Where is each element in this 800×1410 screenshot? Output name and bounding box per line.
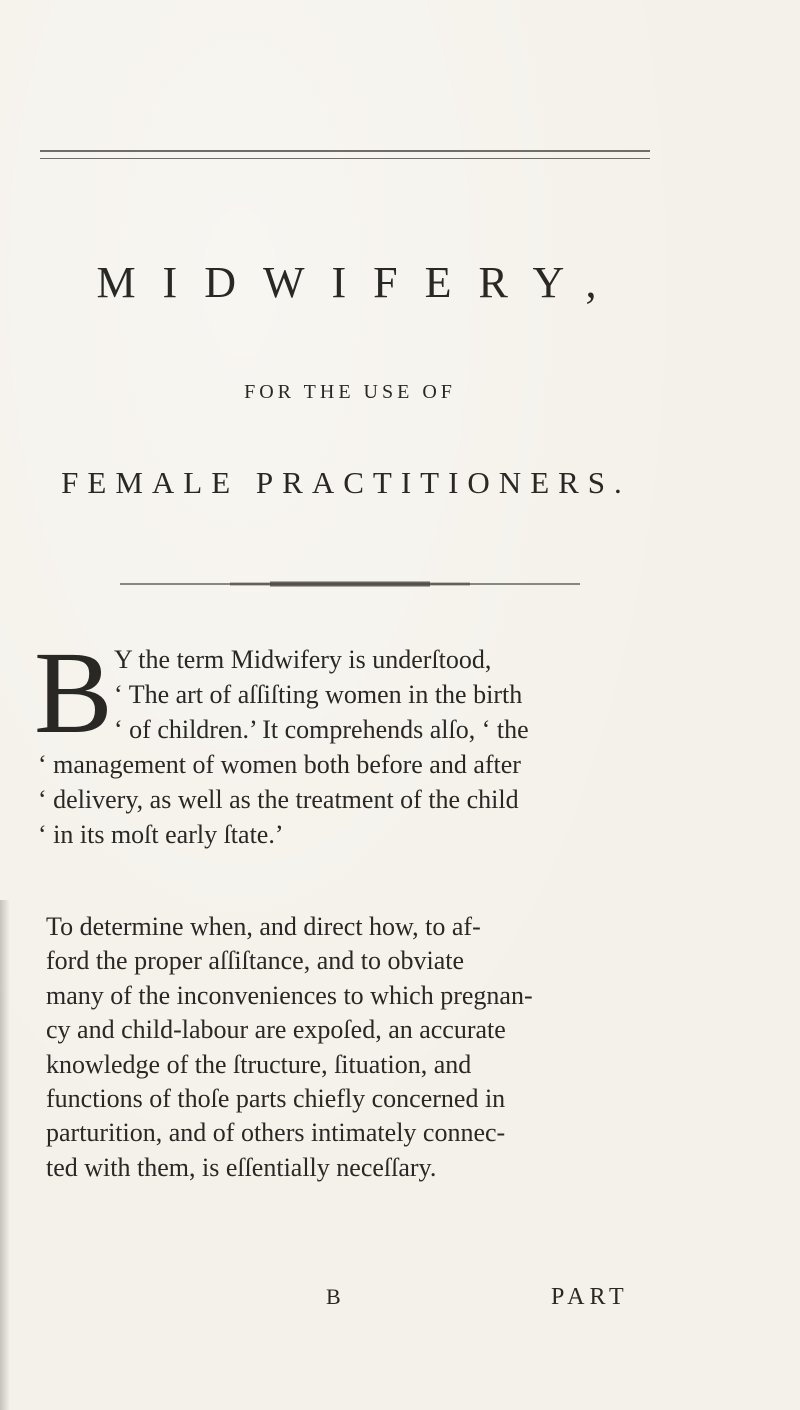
paragraph2-line: knowledge of the ſtructure, ſituation, and: [46, 1049, 472, 1079]
paragraph2-line: To determine when, and direct how, to af-: [46, 912, 481, 941]
paragraph2-line: ford the proper aſſiſtance, and to obviate: [46, 946, 465, 976]
paragraph2-line: parturition, and of others intimately connec-: [46, 1118, 506, 1148]
page-title: MIDWIFERY,: [96, 258, 624, 307]
paragraph1-line: ‘ delivery, as well as the treatment of the child: [38, 785, 519, 814]
paragraph2: [46, 910, 676, 1185]
ornament-rule: [120, 580, 580, 588]
top-rule: [40, 150, 650, 159]
paragraph1-line: ‘ management of women both before and after: [38, 750, 521, 779]
catchword: PART: [551, 1284, 629, 1310]
paragraph1-line: ‘ of children.’ It comprehends alſo, ‘ the: [114, 715, 529, 744]
paragraph1-line: Y the term Midwifery is underſtood,: [114, 645, 492, 674]
audience-heading: FEMALE PRACTITIONERS.: [61, 465, 631, 500]
paragraph1-line: ‘ in its moſt early ſtate.’: [38, 820, 284, 849]
page-edge-shadow: [0, 900, 10, 1410]
paragraph2-line: cy and child-labour are expoſed, an accurate: [46, 1015, 506, 1045]
paragraph2-line: ted with them, is eſſentially neceſſary.: [46, 1152, 437, 1182]
signature-mark: B: [326, 1284, 341, 1309]
subtitle: FOR THE USE OF: [244, 381, 456, 403]
paragraph1-line: ‘ The art of aſſiſting women in the birth: [114, 680, 523, 709]
drop-cap: B: [34, 627, 113, 758]
paragraph2-line: many of the inconveniences to which pregnan-: [46, 980, 533, 1010]
paragraph2-line: functions of thoſe parts chiefly concerned in: [46, 1084, 506, 1114]
